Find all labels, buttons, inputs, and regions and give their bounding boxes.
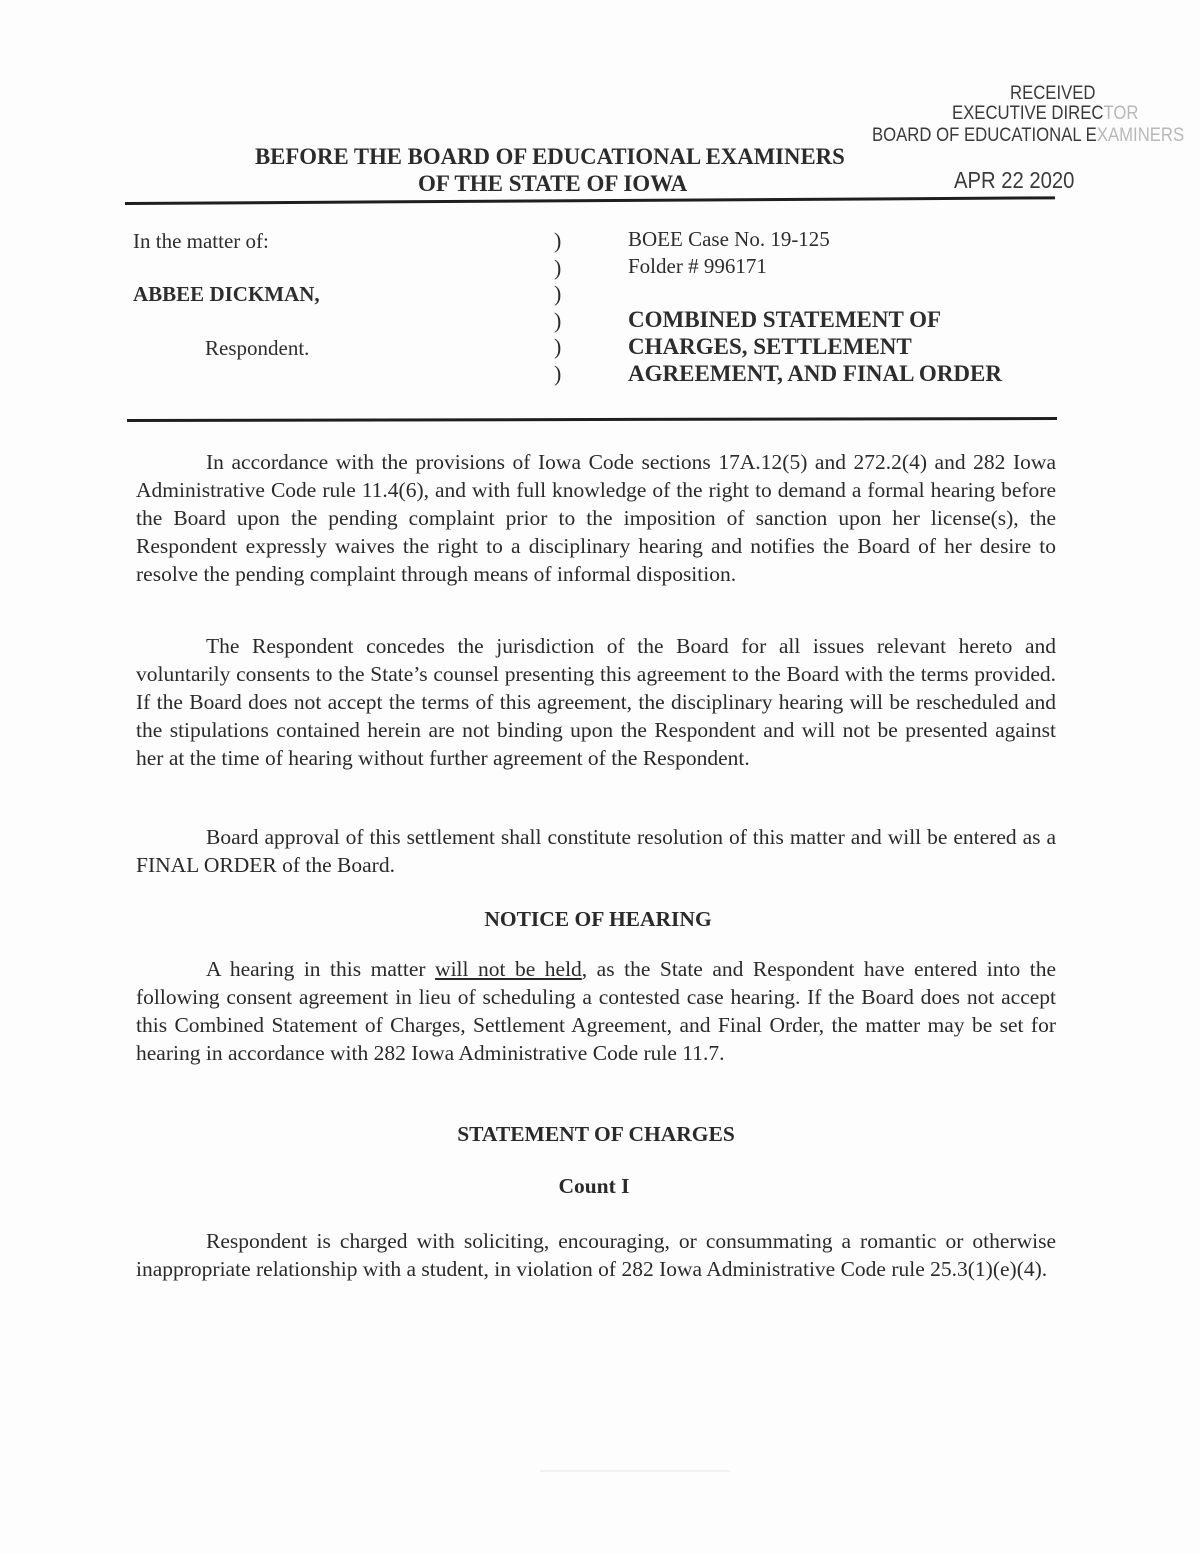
respondent-name: ABBEE DICKMAN,	[133, 282, 320, 306]
case-number: BOEE Case No. 19-125	[628, 227, 830, 251]
state-title: OF THE STATE OF IOWA	[418, 171, 688, 196]
folder-number: Folder # 996171	[628, 254, 767, 278]
caption-divider	[127, 417, 1057, 422]
case-caption-right	[628, 226, 1002, 387]
count-title: Count I	[558, 1174, 630, 1198]
stamp-received: RECEIVED	[1010, 83, 1096, 104]
stamp-date: APR 22 2020	[954, 167, 1075, 193]
stamp-executive-director: EXECUTIVE DIRECTOR	[952, 103, 1139, 124]
scan-artifact	[540, 1470, 730, 1472]
header-divider	[125, 196, 1055, 205]
will-not-be-held-emphasis: will not be held	[435, 957, 582, 981]
caption-brackets: ) ) ) ) ) )	[554, 228, 562, 386]
count-text: Respondent is charged with soliciting, encouraging, or consummating a romantic or otherwise inappropriate relationship with a student, in violation of 282 Iowa Administrative Code rule 25.3(1)(e)(4).	[136, 1229, 1056, 1281]
notice-of-hearing-paragraph: A hearing in this matter will not be held, as the State and Respondent have entered into the following consent agreement in lieu of scheduling a contested case hearing. If the Board does not accept this Combined Statement of Charges, Settlement Agreement, and Final Order, the matter may be set for hearing in accordance with 282 Iowa Administrative Code rule 11.7.	[136, 957, 1056, 1065]
respondent-role: Respondent.	[205, 336, 310, 360]
waiver-paragraph: In accordance with the provisions of Iowa Code sections 17A.12(5) and 272.2(4) and 282 Iowa Administrative Code rule 11.4(6), and with full knowledge of the right to demand a formal hearing before the Board upon the pending complaint prior to the imposition of sanction upon her license(s), the Respondent expressly waives the right to a disciplinary hearing and notifies the Board of her desire to resolve the pending complaint through means of informal disposition.	[136, 450, 1056, 586]
final-order-paragraph: Board approval of this settlement shall constitute resolution of this matter and will be entered as a FINAL ORDER of the Board.	[136, 825, 1056, 877]
stamp-board: BOARD OF EDUCATIONAL EXAMINERS	[872, 125, 1185, 146]
board-title: BEFORE THE BOARD OF EDUCATIONAL EXAMINERS	[255, 144, 845, 169]
document-title: COMBINED STATEMENT OF CHARGES, SETTLEMENT AGREEMENT, AND FINAL ORDER	[628, 307, 1002, 386]
statement-of-charges-heading: STATEMENT OF CHARGES	[457, 1122, 735, 1146]
matter-label: In the matter of:	[133, 229, 269, 253]
notice-of-hearing-heading: NOTICE OF HEARING	[484, 907, 712, 931]
jurisdiction-paragraph: The Respondent concedes the jurisdiction of the Board for all issues relevant hereto and voluntarily consents to the State’s counsel presenting this agreement to the Board with the terms provided. If the Board does not accept the terms of this agreement, the disciplinary hearing will be rescheduled and the stipulations contained herein are not binding upon the Respondent and will not be presented against her at the time of hearing without further agreement of the Respondent.	[136, 634, 1056, 770]
